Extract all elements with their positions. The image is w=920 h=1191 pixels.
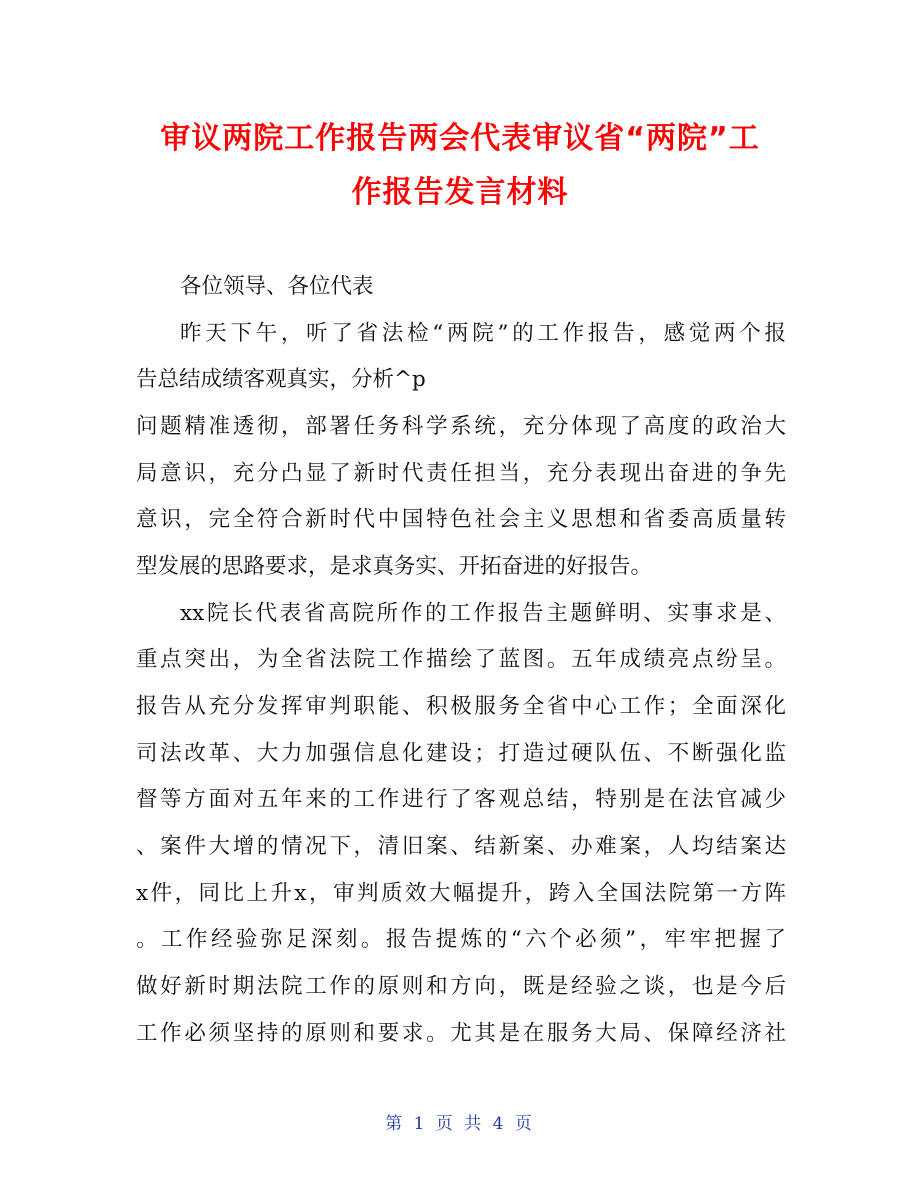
body-line: x件，同比上升x，审判质效大幅提升，跨入全国法院第一方阵 <box>136 881 786 906</box>
page-number-footer: 第 1 页 共 4 页 <box>385 1114 535 1134</box>
body-line: 工作必须坚持的原则和要求。尤其是在服务大局、保障经济社 <box>136 1021 786 1046</box>
body-line: 做好新时期法院工作的原则和方向，既是经验之谈，也是今后 <box>136 974 786 999</box>
body-line: 、案件大增的情况下，清旧案、结新案、办难案，人均结案达 <box>136 834 786 859</box>
body-line: 司法改革、大力加强信息化建设；打造过硬队伍、不断强化监 <box>136 741 786 766</box>
document-title-line-2: 作报告发言材料 <box>351 175 569 210</box>
body-line: 督等方面对五年来的工作进行了客观总结，特别是在法官减少 <box>136 787 786 812</box>
document-title-line-1: 审议两院工作报告两会代表审议省“两院”工 <box>160 121 760 156</box>
body-line: 报告从充分发挥审判职能、积极服务全省中心工作；全面深化 <box>136 694 786 719</box>
body-line: 局意识，充分凸显了新时代责任担当，充分表现出奋进的争先 <box>136 461 786 486</box>
salutation-line: 各位领导、各位代表 <box>180 274 374 299</box>
body-line: 型发展的思路要求，是求真务实、开拓奋进的好报告。 <box>136 554 653 579</box>
body-line: 昨天下午，听了省法检“两院”的工作报告，感觉两个报 <box>180 321 786 346</box>
body-line: xx院长代表省高院所作的工作报告主题鲜明、实事求是、 <box>180 601 786 626</box>
body-line: 。工作经验弥足深刻。报告提炼的“六个必须”，牢牢把握了 <box>136 927 786 952</box>
body-line: 重点突出，为全省法院工作描绘了蓝图。五年成绩亮点纷呈。 <box>136 647 786 672</box>
body-line: 告总结成绩客观真实，分析^p <box>136 367 426 392</box>
body-line: 问题精准透彻，部署任务科学系统，充分体现了高度的政治大 <box>136 414 786 439</box>
body-line: 意识，完全符合新时代中国特色社会主义思想和省委高质量转 <box>136 507 786 532</box>
